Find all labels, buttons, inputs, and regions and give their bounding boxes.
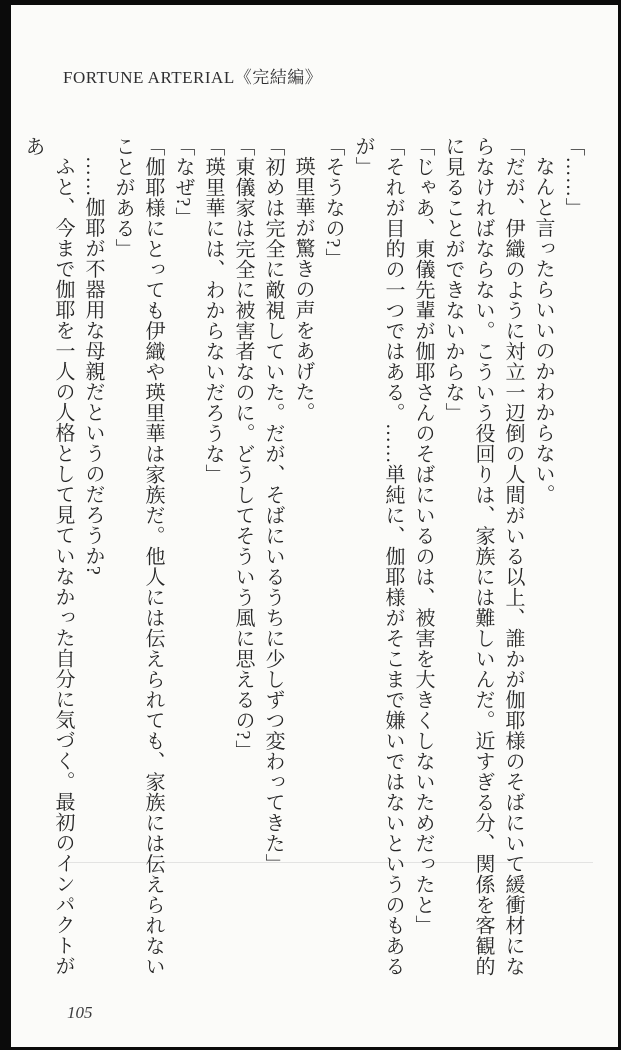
paragraph: 「だが、伊織のように対立一辺倒の人間がいる以上、誰かが伽耶様のそばにいて緩衝材にならなければならない。こういう役回りは、家族には難しいんだ。近すぎる分、関係を客観的に見ることができないからな」 (442, 136, 524, 977)
paragraph: 瑛里華が驚きの声をあげた。 (292, 156, 314, 423)
running-header: FORTUNE ARTERIAL《完結編》 (63, 68, 323, 87)
text-block (18, 136, 588, 981)
paragraph: 「瑛里華には、わからないだろうな」 (202, 136, 224, 485)
page-number: 105 (67, 1003, 93, 1022)
paragraph: ふと、今まで伽耶を一人の人格として見ていなかった自分に気づく。最初のインパクトがあ (22, 136, 74, 976)
paragraph: 「東儀家は完全に被害者なのに。どうしてそういう風に思えるの?」 (232, 136, 254, 761)
book-page (11, 5, 618, 1047)
paragraph: なんと言ったらいいのかわからない。 (532, 156, 554, 505)
scan-artifact-line (66, 862, 593, 863)
paragraph: 「それが目的の一つではある。……単純に、伽耶様がそこまで嫌いではないというのもあるが」 (352, 136, 404, 977)
paragraph: 「じゃあ、東儀先輩が伽耶さんのそばにいるのは、被害を大きくしないためだったと」 (412, 136, 434, 936)
paragraph: 「そうなの?」 (322, 136, 344, 269)
paragraph: ……伽耶が不器用な母親だというのだろうか? (82, 156, 104, 576)
paragraph: 「……」 (562, 136, 584, 218)
paragraph: 「初めは完全に敵視していた。だが、そばにいるうちに少しずつ変わってきた」 (262, 136, 284, 874)
paragraph: 「なぜ?」 (172, 136, 194, 228)
paragraph: 「伽耶様にとっても伊織や瑛里華は家族だ。他人には伝えられても、家族には伝えられないことがある」 (112, 136, 164, 977)
